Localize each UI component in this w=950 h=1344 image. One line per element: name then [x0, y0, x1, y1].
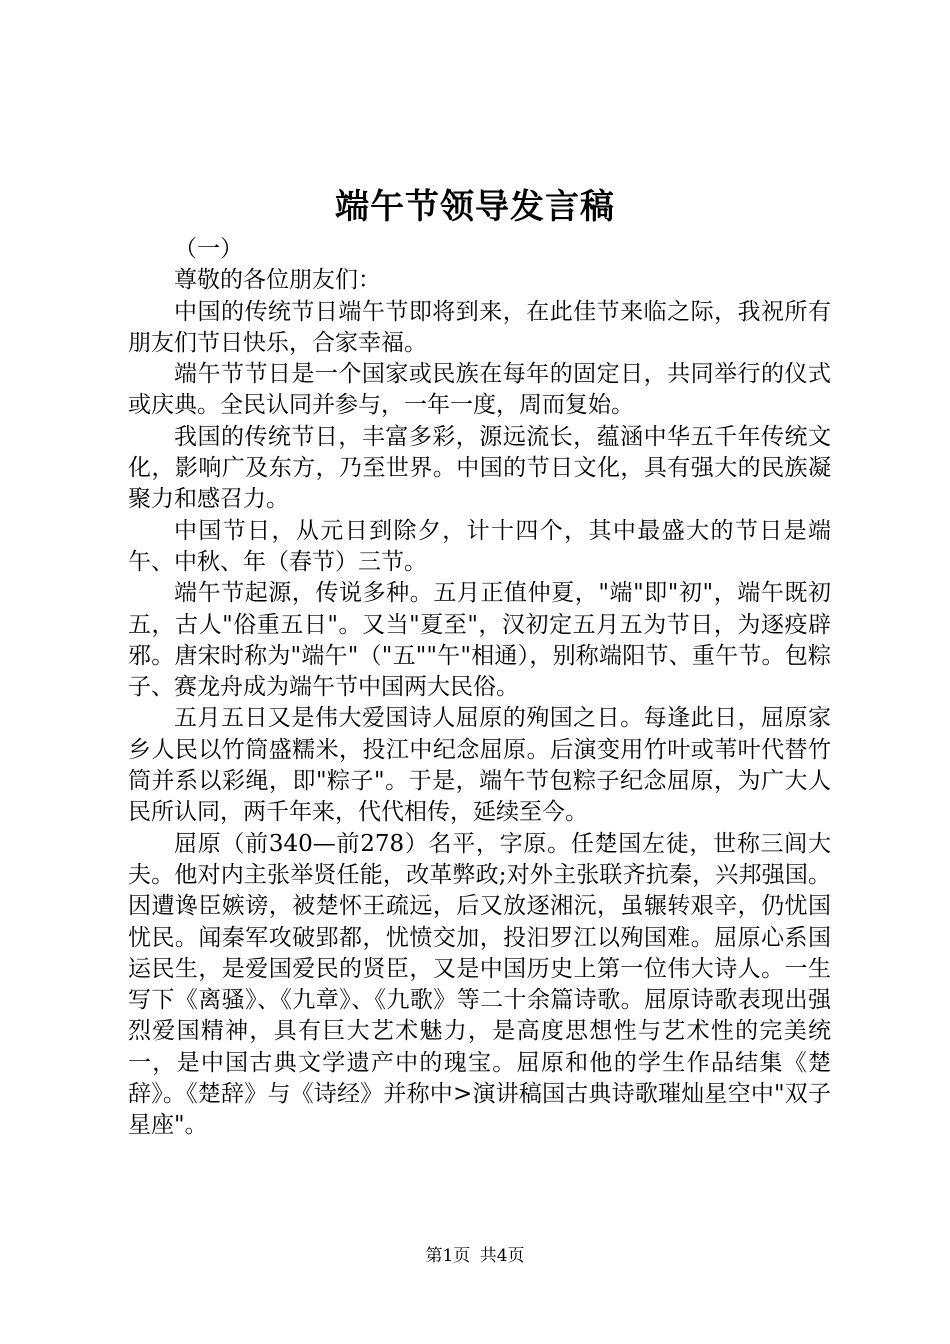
paragraph: 屈原（前340—前278）名平，字原。任楚国左徒，世称三闾大夫。他对内主张举贤任能，改革弊政;对外主张联齐抗秦，兴邦强国。因遭谗臣嫉谤，被楚怀王疏远，后又放逐湘沅，虽辗转艰辛，仍忧国忧民。闻秦军攻破郢都，忧愤交加，投汨罗江以殉国难。屈原心系国运民生，是爱国爱民的贤臣，又是中国历史上第一位伟大诗人。一生写下《离骚》、《九章》、《九歌》等二十余篇诗歌。屈原诗歌表现出强烈爱国精神，具有巨大艺术魅力，是高度思想性与艺术性的完美统一，是中国古典文学遗产中的瑰宝。屈原和他的学生作品结集《楚辞》。《楚辞》与《诗经》并称中>演讲稿国古典诗歌璀灿星空中"双子星座"。: [128, 830, 831, 1139]
paragraph: 中国节日，从元日到除夕，计十四个，其中最盛大的节日是端午、中秋、年（春节）三节。: [128, 517, 831, 575]
paragraph: 五月五日又是伟大爱国诗人屈原的殉国之日。每逢此日，屈原家乡人民以竹筒盛糯米，投江中纪念屈原。后演变用竹叶或苇叶代替竹筒并系以彩绳，即"粽子"。于是，端午节包粽子纪念屈原，为广大人民所认同，两千年来，代代相传，延续至今。: [128, 705, 831, 826]
paragraph: 端午节起源，传说多种。五月正值仲夏，"端"即"初"，端午既初五，古人"俗重五日"。又当"夏至"，汉初定五月五为节日，为逐疫辟邪。唐宋时称为"端午"（"五""午"相通），别称端阳节、重午节。包粽子、赛龙舟成为端午节中国两大民俗。: [128, 580, 831, 701]
document-title: 端午节领导发言稿: [335, 187, 615, 227]
page-footer: 第1页 共4页: [425, 1246, 525, 1266]
paragraph: 中国的传统节日端午节即将到来，在此佳节来临之际，我祝所有朋友们节日快乐，合家幸福。: [128, 298, 831, 356]
section-marker: （一）: [174, 236, 243, 262]
paragraph: 端午节节日是一个国家或民族在每年的固定日，共同举行的仪式或庆典。全民认同并参与，一年一度，周而复始。: [128, 361, 831, 419]
document-body: [128, 234, 831, 1142]
paragraph: 我国的传统节日，丰富多彩，源远流长，蕴涵中华五千年传统文化，影响广及东方，乃至世界。中国的节日文化，具有强大的民族凝聚力和感召力。: [128, 423, 831, 513]
salutation: 尊敬的各位朋友们：: [174, 267, 381, 294]
